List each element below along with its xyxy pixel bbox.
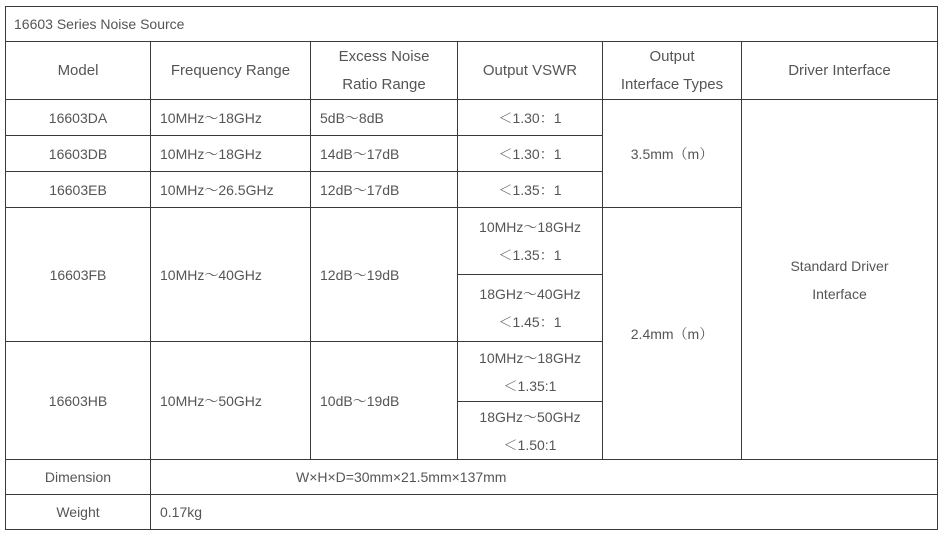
model-cell: 16603FB xyxy=(6,208,151,342)
model-cell: 16603HB xyxy=(6,342,151,460)
dimension-label: Dimension xyxy=(6,460,151,495)
header-excess-line2: Ratio Range xyxy=(342,75,426,93)
vswr-cell xyxy=(458,275,603,342)
spec-table xyxy=(5,6,938,530)
weight-value: 0.17kg xyxy=(151,495,938,530)
vswr-value: ＜1.50:1 xyxy=(503,436,557,453)
table-title: 16603 Series Noise Source xyxy=(6,7,938,42)
header-model: Model xyxy=(6,42,151,100)
spec-table-container xyxy=(5,6,938,530)
model-cell: 16603EB xyxy=(6,172,151,208)
enr-cell: 10dB～19dB xyxy=(311,342,458,460)
vswr-value: ＜1.35：1 xyxy=(498,247,562,263)
header-output-interface xyxy=(603,42,742,100)
model-cell: 16603DA xyxy=(6,100,151,136)
header-frequency-range: Frequency Range xyxy=(151,42,311,100)
vswr-range: 10MHz～18GHz xyxy=(479,219,581,235)
frequency-cell: 10MHz～50GHz xyxy=(151,342,311,460)
enr-cell: 12dB～19dB xyxy=(311,208,458,342)
vswr-range: 10MHz～18GHz xyxy=(479,349,581,366)
vswr-cell: ＜1.30：1 xyxy=(458,136,603,172)
vswr-cell: ＜1.35：1 xyxy=(458,172,603,208)
header-excess-noise xyxy=(311,42,458,100)
table-row xyxy=(6,100,938,136)
interface-35-cell: 3.5mm（m） xyxy=(603,100,742,208)
enr-cell: 5dB～8dB xyxy=(311,100,458,136)
header-output-line2: Interface Types xyxy=(620,75,724,93)
frequency-cell: 10MHz～40GHz xyxy=(151,208,311,342)
frequency-cell: 10MHz～18GHz xyxy=(151,136,311,172)
header-excess-line1: Excess Noise xyxy=(338,47,430,65)
frequency-cell: 10MHz～18GHz xyxy=(151,100,311,136)
vswr-cell xyxy=(458,402,603,460)
vswr-value: ＜1.35:1 xyxy=(503,377,557,394)
driver-line2: Interface xyxy=(812,285,867,302)
vswr-cell xyxy=(458,342,603,402)
header-driver-interface: Driver Interface xyxy=(742,42,938,100)
enr-cell: 14dB～17dB xyxy=(311,136,458,172)
dimension-row xyxy=(6,460,938,495)
driver-line1: Standard Driver xyxy=(790,257,889,274)
vswr-cell: ＜1.30：1 xyxy=(458,100,603,136)
header-output-line1: Output xyxy=(649,47,695,65)
vswr-value: ＜1.45：1 xyxy=(498,314,562,330)
dimension-value: W×H×D=30mm×21.5mm×137mm xyxy=(151,460,938,495)
header-row xyxy=(6,42,938,100)
interface-24-cell: 2.4mm（m） xyxy=(603,208,742,460)
vswr-range: 18GHz～50GHz xyxy=(479,408,581,425)
vswr-range: 18GHz～40GHz xyxy=(479,286,581,302)
enr-cell: 12dB～17dB xyxy=(311,172,458,208)
header-output-vswr: Output VSWR xyxy=(458,42,603,100)
vswr-cell xyxy=(458,208,603,275)
weight-row xyxy=(6,495,938,530)
frequency-cell: 10MHz～26.5GHz xyxy=(151,172,311,208)
weight-label: Weight xyxy=(6,495,151,530)
model-cell: 16603DB xyxy=(6,136,151,172)
driver-interface-cell xyxy=(742,100,938,460)
